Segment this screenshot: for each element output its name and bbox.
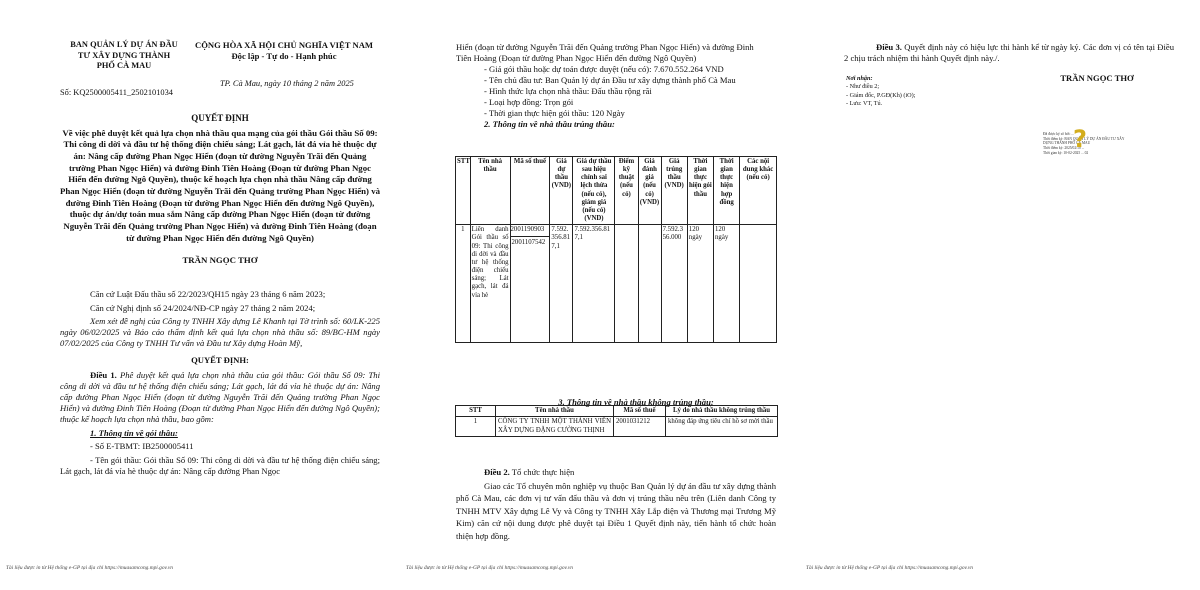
nation-name: CỘNG HÒA XÃ HỘI CHỦ NGHĨA VIỆT NAM xyxy=(194,40,374,50)
legal-basis-2: Căn cứ Nghị định số 24/2024/NĐ-CP ngày 27 tháng 2 năm 2024; xyxy=(90,302,316,313)
losing-bidder-table xyxy=(455,405,778,437)
article-1-text: Phê duyệt kết quả lựa chọn nhà thầu của gói thầu: Gói thầu Số 09: Thi công di dời và đầu tư hệ thống điện chiếu sáng; Lát gạch, lát đá vỉa hè thuộc dự án: Nâng cấp đường Phan Ngọc Hiển (đoạn từ đường Nguyễn Trãi đến Quảng trường Phan Ngọc Hiển) và đường Đinh Tiên Hoàng (Đoạn từ đường Phan Ngọc Hiển đến đường Ngô Quyền); thuộc kế hoạch lựa chọn nhà thầu, bao gồm: xyxy=(60,370,380,424)
table-header-row xyxy=(456,406,778,417)
article-2 xyxy=(456,467,776,542)
recipient-item: - Như điều 2; xyxy=(846,83,880,91)
cell-other xyxy=(740,225,777,343)
document-page-2 xyxy=(400,0,800,590)
cell-tech-score xyxy=(615,225,638,343)
cell-eval-price xyxy=(638,225,661,343)
national-title xyxy=(188,40,380,62)
package-name: - Tên gói thầu: Gói thầu Số 09: Thi công di dời và đầu tư hệ thống điện chiếu sáng; Lát gạch, lát đá vỉa hè thuộc dự án: Nâng cấp đường Phan Ngọc xyxy=(60,454,380,476)
column-header: Mã số thuế xyxy=(614,406,666,417)
column-header: Các nội dung khác (nếu có) xyxy=(740,157,777,225)
agency-line: PHỐ CÀ MAU xyxy=(96,61,152,70)
agency-line: BAN QUẢN LÝ DỰ ÁN ĐẦU xyxy=(70,40,178,49)
page-footer: Tài liệu được in từ Hệ thống e-GP tại địa chỉ https://muasamcong.mpi.gov.vn xyxy=(806,565,973,572)
section-2-heading: 2. Thông tin về nhà thầu trúng thầu: xyxy=(484,119,615,129)
decision-title-block xyxy=(60,113,380,267)
column-header: Thời gian thực hiện hợp đồng xyxy=(714,157,740,225)
decision-subject: Về việc phê duyệt kết quả lựa chọn nhà thầu qua mạng của gói thầu Gói thầu Số 09: Thi công di dời và đầu tư hệ thống điện chiếu sáng; Lát gạch, lát đá vỉa hè thuộc dự án: Nâng cấp đường Phan Ngọc Hiển (đoạn từ đường Nguyễn Trãi đến Quảng trường Phan Ngọc Hiển) và đường Đinh Tiên Hoàng (Đoạn từ đường Phan Ngọc Hiển đến đường Ngô Quyền), thuộc kế hoạch lựa chọn nhà thầu Nâng cấp đường Phan Ngọc Hiển (đoạn từ đường Nguyễn Trãi đến Quảng trường Phan Ngọc Hiển) và đường Đinh Tiên Hoàng (Đoạn từ đường Phan Ngọc Hiển đến đường Ngô Quyền), thuộc dự án/dự toán mua sắm Nâng cấp đường Phan Ngọc Hiển (đoạn từ đường Nguyễn Trãi đến Quảng trường Phan Ngọc Hiển) và đường Đinh Tiên Hoàng (đoạn từ đường Phan Ngọc Hiển đến đường Ngô Quyền) xyxy=(60,127,380,243)
column-header: Giá đánh giá (nếu có) (VND) xyxy=(638,157,661,225)
cell-stt: 1 xyxy=(456,225,471,343)
place-date: TP. Cà Mau, ngày 10 tháng 2 năm 2025 xyxy=(220,79,354,88)
column-header: Giá dự thầu (VND) xyxy=(550,157,573,225)
agency-line: TƯ XÂY DỰNG THÀNH xyxy=(77,50,171,60)
cell-bidder-name: Liên danh Gói thầu số 09: Thi công di dời và đầu tư hệ thống điện chiếu sáng; Lát gạch, lát đá vỉa hè xyxy=(470,225,510,343)
tax-code-b: 2001107542 xyxy=(511,239,546,247)
article-2-heading xyxy=(456,467,776,478)
column-header: Giá dự thầu sau hiệu chỉnh sai lệch thừa (nếu có), giảm giá (nếu có) (VND) xyxy=(573,157,615,225)
recipients-label: Nơi nhận: xyxy=(846,75,873,82)
column-header: Giá trúng thầu (VND) xyxy=(661,157,687,225)
cell-contract-duration: 120 ngày xyxy=(714,225,740,343)
package-price: - Giá gói thầu hoặc dự toán được duyệt (nếu có): 7.670.552.264 VND xyxy=(484,64,724,74)
issuer-name: TRẦN NGỌC THƠ xyxy=(182,255,258,266)
document-page-3 xyxy=(800,0,1200,590)
cell-bid-price: 7.592.356.817,1 xyxy=(550,225,573,343)
article-2-title: Tổ chức thực hiện xyxy=(509,467,575,477)
column-header: STT xyxy=(456,157,471,225)
table-header-row xyxy=(456,157,777,225)
column-header: STT xyxy=(456,406,496,417)
cell-stt: 1 xyxy=(456,417,496,437)
article-2-label: Điều 2. xyxy=(484,467,510,477)
package-details xyxy=(484,64,771,119)
signature-question-icon: ? xyxy=(1073,125,1087,153)
column-header: Điểm kỹ thuật (nếu có) xyxy=(615,157,638,225)
column-header: Lý do nhà thầu không trúng thầu xyxy=(666,406,778,417)
winning-bidder-table xyxy=(455,156,777,343)
cell-package-duration: 120 ngày xyxy=(687,225,713,343)
national-motto: Độc lập - Tự do - Hạnh phúc xyxy=(231,51,337,61)
cell-tax-code xyxy=(510,225,550,343)
contract-type: - Loại hợp đồng: Trọn gói xyxy=(484,97,574,107)
section-3-heading: 3. Thông tin về nhà thầu không trúng thầu: xyxy=(558,397,714,407)
investor-name: - Tên chủ đầu tư: Ban Quản lý dự án Đầu tư xây dựng thành phố Cà Mau xyxy=(484,75,736,85)
issuing-agency xyxy=(60,40,188,72)
recipient-item: - Giám đốc, P.GĐ(Kh) (iO); xyxy=(846,91,916,99)
document-number: Số: KQ2500005411_2502101034 xyxy=(60,88,173,97)
selection-method: - Hình thức lựa chọn nhà thầu: Đấu thầu rộng rãi xyxy=(484,86,652,96)
tax-code-a: 2001190903 xyxy=(511,226,550,237)
digital-signature-stamp xyxy=(1043,125,1173,155)
column-header: Thời gian thực hiện gói thầu xyxy=(687,157,713,225)
column-header: Tên nhà thầu xyxy=(470,157,510,225)
decides-heading: QUYẾT ĐỊNH: xyxy=(191,355,249,365)
decision-title: QUYẾT ĐỊNH xyxy=(191,113,249,123)
table-row xyxy=(456,225,777,343)
signer-name: TRẦN NGỌC THƠ xyxy=(1060,73,1134,83)
package-duration: - Thời gian thực hiện gói thầu: 120 Ngày xyxy=(484,108,625,118)
page-footer: Tài liệu được in từ Hệ thống e-GP tại địa chỉ https://muasamcong.mpi.gov.vn xyxy=(6,565,173,572)
legal-basis-1: Căn cứ Luật Đấu thầu số 22/2023/QH15 ngày 23 tháng 6 năm 2023; xyxy=(90,289,326,299)
section-1-heading: 1. Thông tin về gói thầu: xyxy=(90,427,178,438)
table-row xyxy=(456,417,778,437)
column-header: Mã số thuế xyxy=(510,157,550,225)
cell-reason: không đáp ứng tiêu chí hồ sơ mời thầu xyxy=(666,417,778,437)
cell-adjusted-price: 7.592.356.817,1 xyxy=(573,225,615,343)
decision-body xyxy=(60,289,380,479)
document-page-1 xyxy=(0,0,400,590)
cell-tax-code: 2001031212 xyxy=(614,417,666,437)
cell-award-price: 7.592.356.000 xyxy=(661,225,687,343)
package-info-continued xyxy=(456,42,771,130)
recipients-block xyxy=(846,75,986,108)
ebmt-number: - Số E-TBMT: IB2500005411 xyxy=(90,441,194,451)
page-footer: Tài liệu được in từ Hệ thống e-GP tại địa chỉ https://muasamcong.mpi.gov.vn xyxy=(406,565,573,572)
article-2-text: Giao các Tổ chuyên môn nghiệp vụ thuộc Ban Quản lý dự án đầu tư xây dựng thành phố Cà Mau, các đơn vị tư vấn đấu thầu và đơn vị trúng thầu nêu trên (Liên danh Công ty TNHH MTV Xây dựng Lê Vy và Công ty TNHH Xây Lắp điện và Thương mại Trương Mỹ Kim) căn cứ nội dung được phê duyệt tại Điều 1 Quyết định này, tiến hành tổ chức hoàn thiện hợp đồng. xyxy=(456,481,776,541)
article-3-text: Quyết định này có hiệu lực thi hành kể từ ngày ký. Các đơn vị có tên tại Điều 2 chịu trách nhiệm thi hành Quyết định này./. xyxy=(844,42,1175,63)
article-1 xyxy=(60,370,380,425)
article-3 xyxy=(844,42,1174,64)
column-header: Tên nhà thầu xyxy=(496,406,614,417)
stamp-line: Đã được ký số bởi: ... xyxy=(1043,132,1075,136)
stamp-line: DỰNG THÀNH PHỐ CÀ MAU xyxy=(1043,141,1091,146)
considering-clause: Xem xét đề nghị của Công ty TNHH Xây dựng Lê Khanh tại Tờ trình số: 60/LK-225 ngày 06/02/2025 và Báo cáo thẩm định kết quả lựa chọn nhà thầu số: 89/BC-HM ngày 07/02/2025 của Công ty TNHH Tư vấn và Đầu tư Xây dựng Hoàn Mỹ, xyxy=(60,316,380,348)
article-1-label: Điều 1. xyxy=(90,370,117,380)
recipient-item: - Lưu: VT, Tú. xyxy=(846,100,883,108)
stamp-line: Thời gian ký: 10-02-2025 ... 02 xyxy=(1043,150,1089,155)
cell-bidder-name: CÔNG TY TNHH MỘT THÀNH VIÊN XÂY DỰNG ĐẶNG CƯỜNG THỊNH xyxy=(496,417,614,437)
stamp-line: Thời điểm ký: 2025/02/10 ... xyxy=(1043,146,1085,151)
package-name-continued: Hiển (đoạn từ đường Nguyễn Trãi đến Quảng trường Phan Ngọc Hiển) và đường Đinh Tiên Hoàng (Đoạn từ đường Phan Ngọc Hiển đến đường Ngô Quyền) xyxy=(456,42,754,63)
article-3-label: Điều 3. xyxy=(876,42,902,52)
stamp-line: Thời điểm ký: BAN QUẢN LÝ DỰ ÁN ĐẦU TƯ XÂY xyxy=(1043,136,1125,141)
